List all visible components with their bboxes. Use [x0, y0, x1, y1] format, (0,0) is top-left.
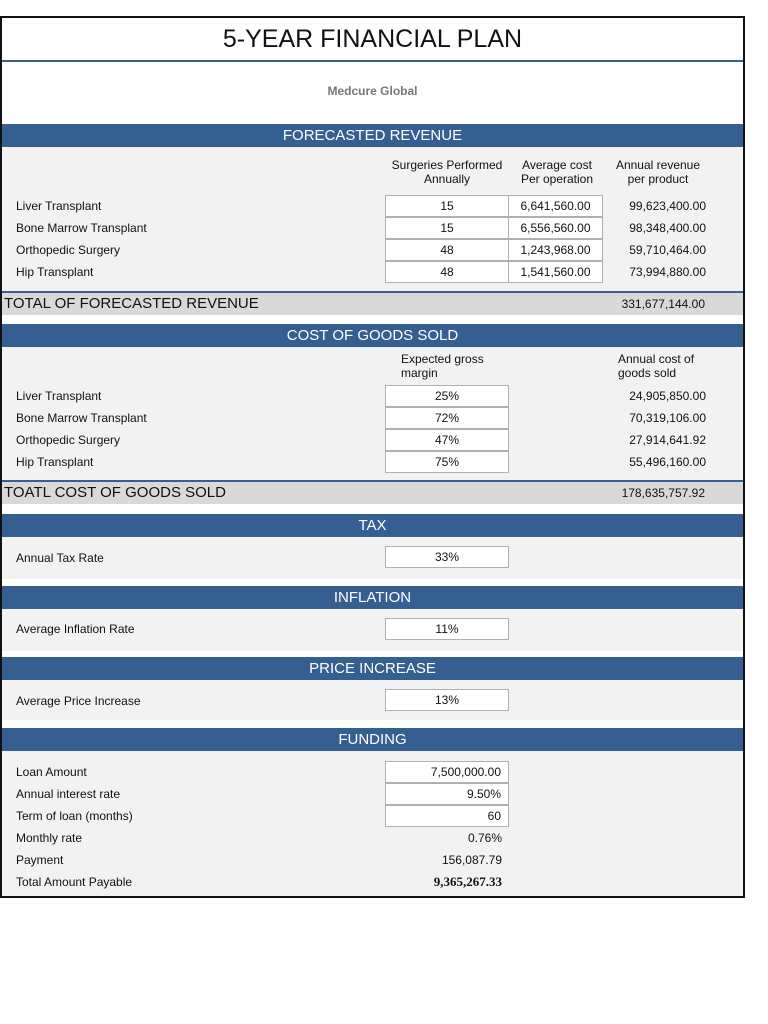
loan-term-label: Term of loan (months): [16, 809, 133, 823]
inflation-rate-label: Average Inflation Rate: [16, 622, 135, 636]
page-title: 5-YEAR FINANCIAL PLAN: [222, 25, 523, 53]
loan-term-input[interactable]: 60: [385, 805, 509, 827]
payment-value: 156,087.79: [441, 853, 502, 867]
gross-margin-input[interactable]: 25%: [385, 385, 509, 407]
annual-revenue-value: 59,710,464.00: [629, 243, 706, 257]
avg-cost-input[interactable]: 6,556,560.00: [508, 217, 603, 239]
tax-section-header: TAX: [2, 514, 743, 537]
revenue-total-row: [2, 293, 743, 315]
annual-cost-value: 27,914,641.92: [629, 433, 706, 447]
tax-rate-label: Annual Tax Rate: [16, 551, 104, 565]
avg-cost-input[interactable]: 1,243,968.00: [508, 239, 603, 261]
cogs-section-header: COST OF GOODS SOLD: [2, 324, 743, 347]
revenue-section-header: FORECASTED REVENUE: [2, 124, 743, 147]
annual-cost-value: 70,319,106.00: [629, 411, 706, 425]
revenue-row-label: Hip Transplant: [16, 265, 94, 279]
annual-revenue-value: 98,348,400.00: [629, 221, 706, 235]
surgeries-input[interactable]: 15: [385, 217, 509, 239]
interest-rate-label: Annual interest rate: [16, 787, 121, 801]
col-header-surgeries: Surgeries Performed Annually: [391, 158, 503, 186]
title-divider: [2, 60, 743, 62]
price-increase-input[interactable]: 13%: [385, 689, 509, 711]
company-name: Medcure Global: [327, 84, 418, 98]
annual-cost-value: 24,905,850.00: [629, 389, 706, 403]
revenue-total-value: 331,677,144.00: [621, 297, 705, 311]
tax-panel: [2, 537, 743, 579]
cogs-total-value: 178,635,757.92: [621, 486, 705, 500]
avg-cost-input[interactable]: 6,641,560.00: [508, 195, 603, 217]
cogs-row-label: Orthopedic Surgery: [16, 433, 121, 447]
surgeries-input[interactable]: 48: [385, 239, 509, 261]
monthly-rate-value: 0.76%: [467, 831, 502, 845]
col-header-avg-cost: Average cost Per operation: [520, 158, 594, 186]
cogs-row-label: Bone Marrow Transplant: [16, 411, 147, 425]
gross-margin-input[interactable]: 47%: [385, 429, 509, 451]
price-increase-section-header: PRICE INCREASE: [2, 657, 743, 680]
interest-rate-input[interactable]: 9.50%: [385, 783, 509, 805]
col-header-annual-revenue: Annual revenue per product: [615, 158, 701, 186]
cogs-row-label: Liver Transplant: [16, 389, 102, 403]
total-payable-label: Total Amount Payable: [16, 875, 133, 889]
financial-plan-sheet: [0, 16, 745, 898]
cogs-total-label: TOATL COST OF GOODS SOLD: [4, 484, 226, 501]
avg-cost-input[interactable]: 1,541,560.00: [508, 261, 603, 283]
annual-cost-value: 55,496,160.00: [629, 455, 706, 469]
col-header-gross-margin: Expected gross margin: [401, 352, 484, 380]
revenue-row-label: Orthopedic Surgery: [16, 243, 121, 257]
inflation-section-header: INFLATION: [2, 586, 743, 609]
gross-margin-input[interactable]: 75%: [385, 451, 509, 473]
loan-amount-label: Loan Amount: [16, 765, 87, 779]
surgeries-input[interactable]: 15: [385, 195, 509, 217]
cogs-total-row: [2, 482, 743, 504]
surgeries-input[interactable]: 48: [385, 261, 509, 283]
gross-margin-input[interactable]: 72%: [385, 407, 509, 429]
cogs-row-label: Hip Transplant: [16, 455, 94, 469]
revenue-row-label: Liver Transplant: [16, 199, 102, 213]
monthly-rate-label: Monthly rate: [16, 831, 83, 845]
revenue-row-label: Bone Marrow Transplant: [16, 221, 147, 235]
price-increase-label: Average Price Increase: [16, 694, 141, 708]
revenue-total-label: TOTAL OF FORECASTED REVENUE: [4, 295, 259, 312]
payment-label: Payment: [16, 853, 64, 867]
total-payable-value: 9,365,267.33: [433, 874, 502, 889]
inflation-rate-input[interactable]: 11%: [385, 618, 509, 640]
tax-rate-input[interactable]: 33%: [385, 546, 509, 568]
annual-revenue-value: 73,994,880.00: [629, 265, 706, 279]
annual-revenue-value: 99,623,400.00: [629, 199, 706, 213]
funding-section-header: FUNDING: [2, 728, 743, 751]
loan-amount-input[interactable]: 7,500,000.00: [385, 761, 509, 783]
col-header-annual-cost: Annual cost of goods sold: [618, 352, 695, 380]
